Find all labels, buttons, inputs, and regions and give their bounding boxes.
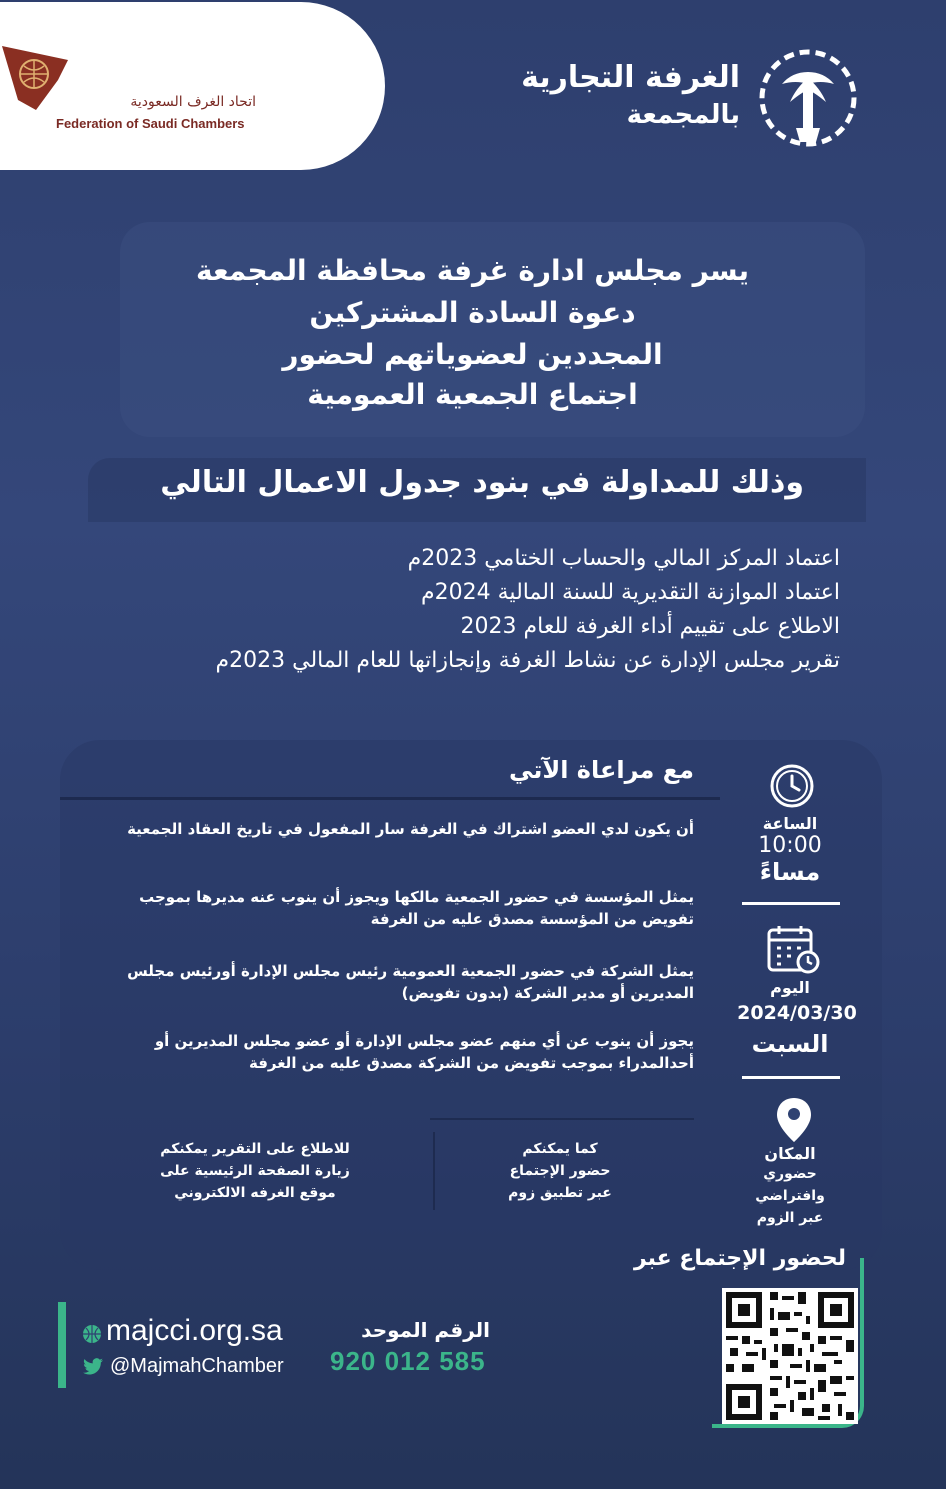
weekday: السبت	[751, 1030, 829, 1058]
notes-bottom-divider	[430, 1118, 694, 1120]
fsc-logo-card	[0, 2, 385, 170]
twitter-handle[interactable]: @MajmahChamber	[110, 1355, 284, 1377]
agenda-item: تقرير مجلس الإدارة عن نشاط الغرفة وإنجازاتها للعام المالي 2023م	[215, 648, 840, 673]
note-item: يجوز أن ينوب عن أي منهم عضو مجلس الإدارة أو عضو مجلس المديرين أو أحدالمدراء بموجب تفويض من الشركة مصدق عليه من الغرفة	[154, 1032, 694, 1072]
report-note	[110, 1138, 400, 1204]
report-note-line: للاطلاع على التقرير يمكنكم	[160, 1141, 350, 1157]
chamber-name-line2: بالمجمعة	[626, 100, 740, 130]
place-label: المكان	[764, 1144, 816, 1163]
invitation-line: يسر مجلس ادارة غرفة محافظة المجمعة	[196, 254, 749, 287]
day-label: اليوم	[770, 978, 810, 997]
globe-icon	[82, 1324, 102, 1344]
clock-icon	[768, 762, 816, 810]
attend-title: لحضور الإجتماع عبر	[633, 1246, 846, 1271]
time-value: 10:00	[758, 833, 822, 858]
fsc-name-english: Federation of Saudi Chambers	[56, 116, 245, 131]
zoom-note-line: كما يمكنكم	[522, 1141, 598, 1157]
qr-code-icon	[722, 1288, 858, 1424]
twitter-icon	[82, 1358, 104, 1376]
invitation-line: اجتماع الجمعية العمومية	[307, 378, 638, 411]
invitation-line: المجددين لعضوياتهم لحضور	[282, 338, 663, 371]
date-block	[730, 978, 850, 997]
time-label: الساعة	[762, 814, 818, 833]
chamber-name-line1: الغرفة التجارية	[521, 60, 740, 95]
contact-accent-bar	[58, 1302, 66, 1388]
location-pin-icon	[774, 1096, 814, 1144]
date-value: 2024/03/30	[737, 1002, 857, 1024]
weekday-block	[730, 1030, 850, 1058]
notes-divider	[60, 797, 720, 800]
zoom-note	[440, 1138, 680, 1204]
report-note-line: زيارة الصفحة الرئيسية على	[160, 1163, 350, 1179]
invitation-line: دعوة السادة المشتركين	[309, 296, 636, 329]
notes-title: مع مراعاة الآتي	[509, 756, 694, 784]
note-item: أن يكون لدي العضو اشتراك في الغرفة سار المفعول في تاريخ العقاد الجمعية	[127, 820, 694, 838]
place-block	[730, 1144, 850, 1229]
calendar-icon	[766, 924, 822, 974]
time-period: مساءً	[759, 858, 821, 886]
zoom-note-line: عبر تطبيق زوم	[508, 1185, 612, 1201]
fsc-name-arabic: اتحاد الغرف السعودية	[130, 94, 256, 110]
agenda-item: اعتماد الموازنة التقديرية للسنة المالية 2024م	[421, 580, 840, 605]
place-line: عبر الزوم	[756, 1210, 824, 1226]
place-line: وافتراضي	[755, 1188, 825, 1204]
agenda-title: وذلك للمداولة في بنود جدول الاعمال التالي	[160, 465, 804, 500]
qr-code[interactable]	[722, 1288, 858, 1424]
zoom-note-line: حضور الإجتماع	[509, 1163, 611, 1179]
agenda-item: الاطلاع على تقييم أداء الغرفة للعام 2023	[460, 614, 840, 639]
unified-number: 920 012 585	[330, 1346, 486, 1376]
note-item: يمثل المؤسسة في حضور الجمعية مالكها ويجوز أن ينوب عنه مديرها بموجب تفويض من المؤسسة مصدق عليه من الغرفة	[139, 888, 694, 928]
unified-number-label: الرقم الموحد	[361, 1318, 490, 1342]
note-item: يمثل الشركة في حضور الجمعية العمومية رئيس مجلس الإدارة أورئيس مجلس المديرين أو مدير الشركة (بدون تفويض)	[127, 962, 694, 1002]
place-line: حضوري	[763, 1166, 817, 1182]
notes-vertical-divider	[433, 1132, 435, 1210]
details-divider	[742, 902, 840, 905]
agenda-item: اعتماد المركز المالي والحساب الختامي 2023م	[407, 546, 840, 571]
time-block	[730, 814, 850, 886]
report-note-line: موقع الغرفه الالكتروني	[174, 1185, 336, 1201]
details-divider	[742, 1076, 840, 1079]
majmaah-chamber-palm-icon	[752, 42, 864, 154]
website-link[interactable]: majcci.org.sa	[106, 1314, 283, 1347]
